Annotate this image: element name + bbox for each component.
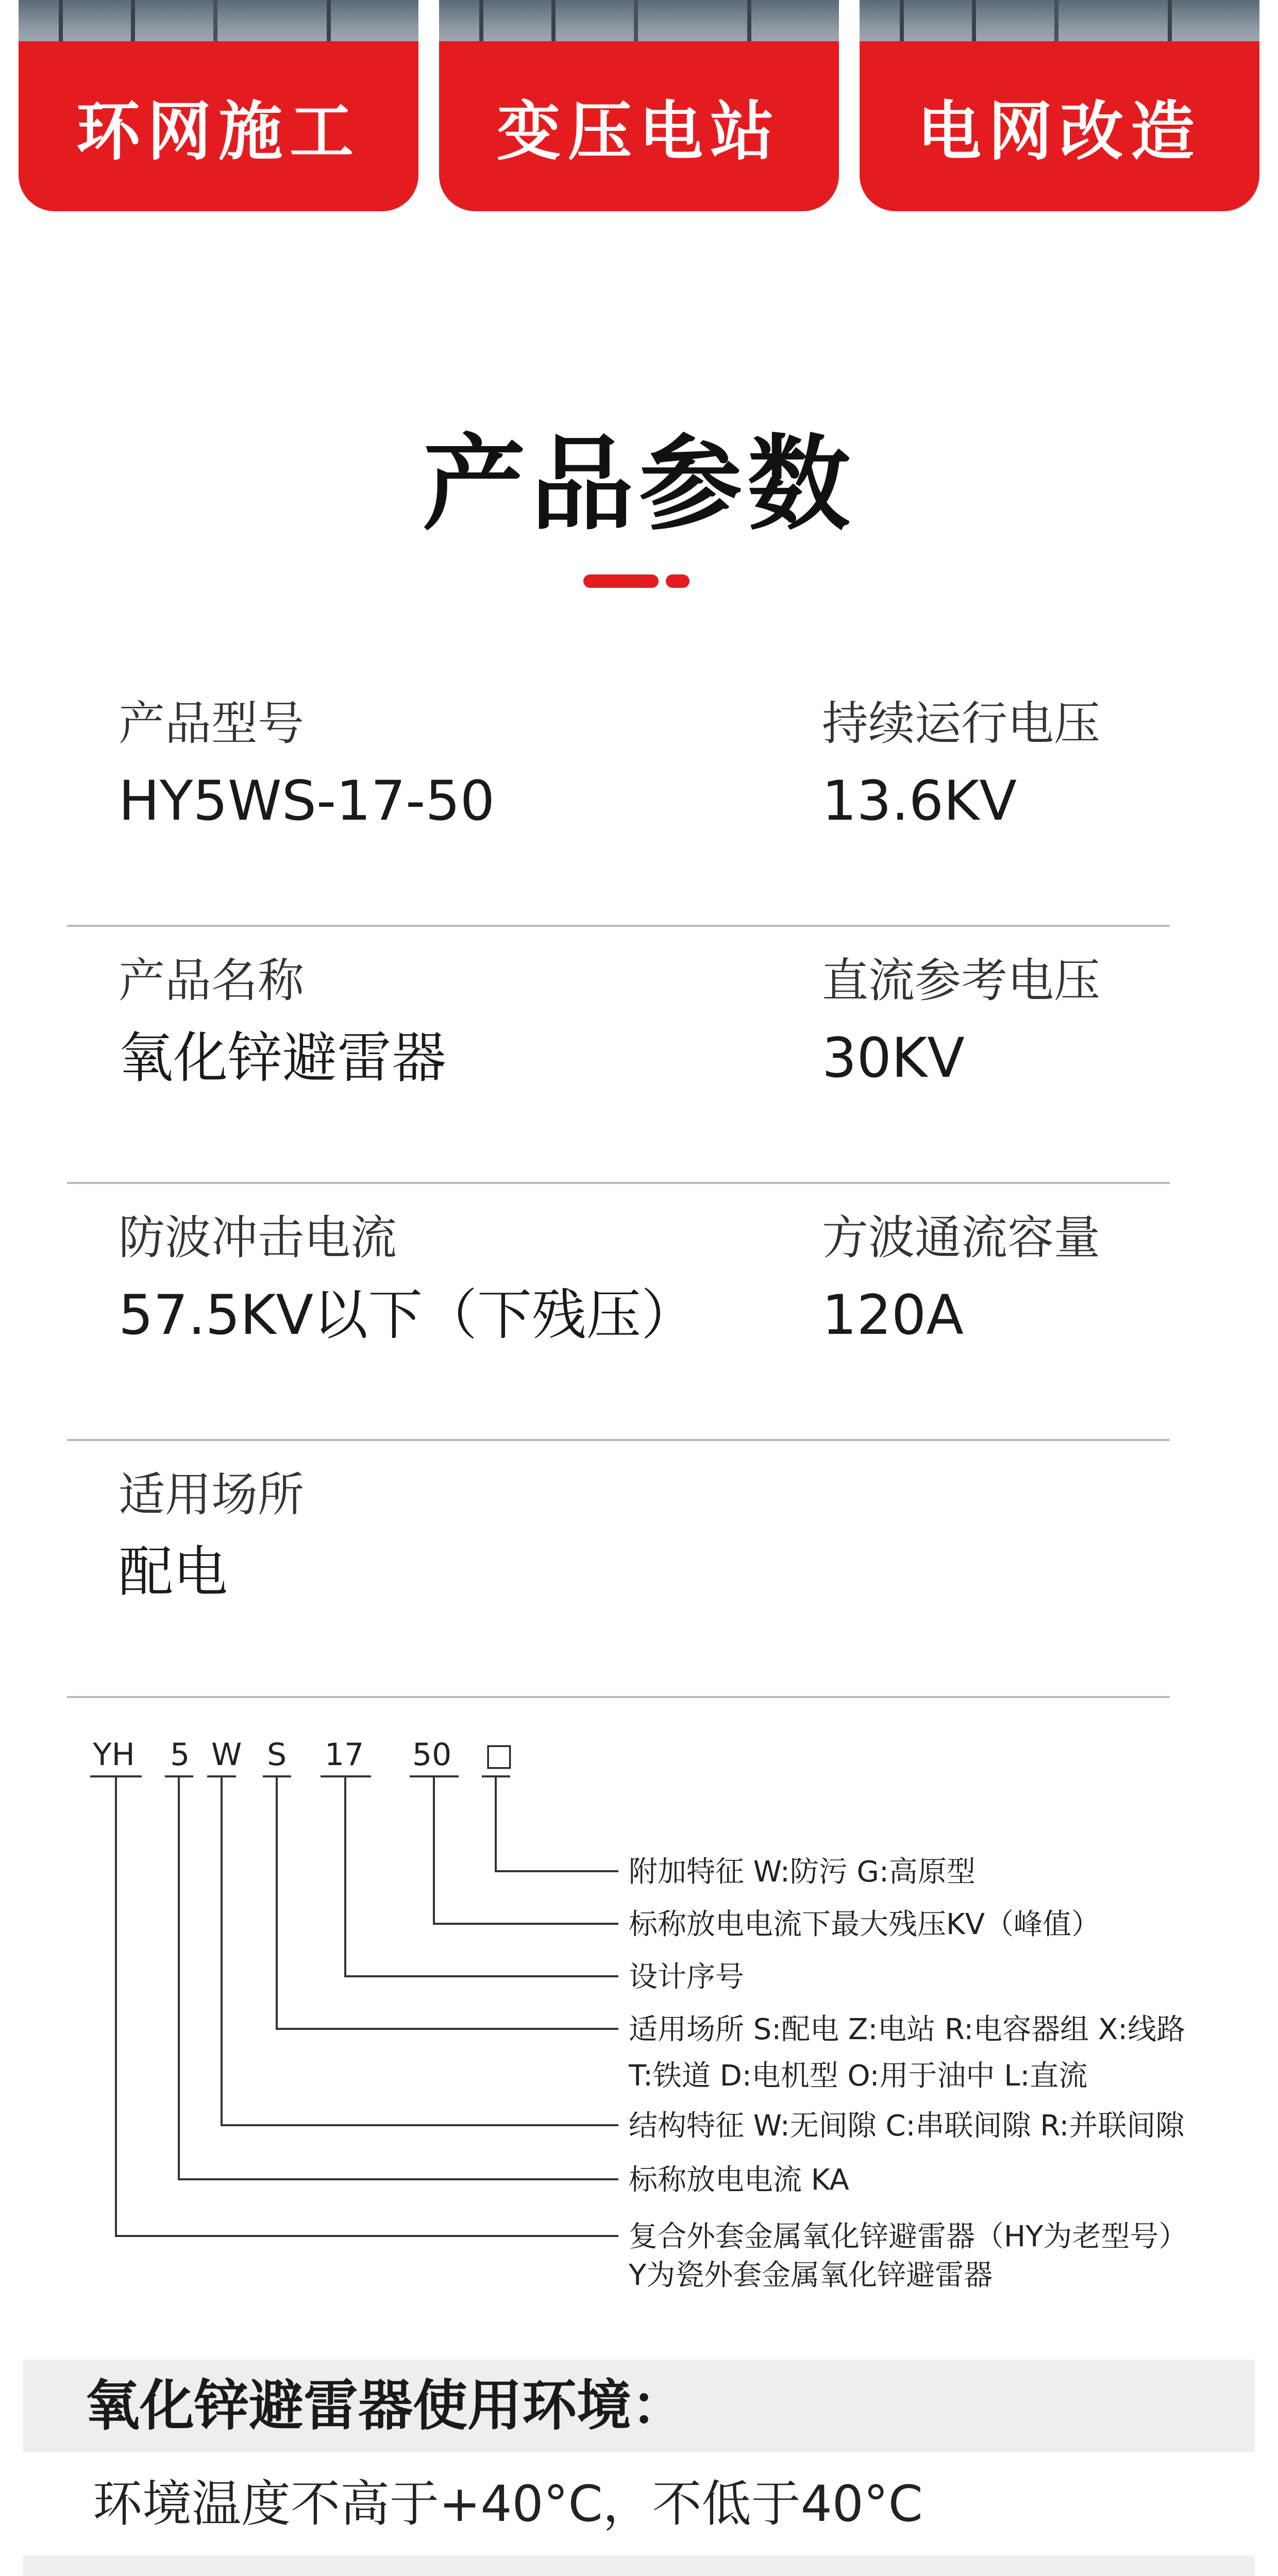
parameter-label: 产品名称 (119, 954, 304, 1008)
parameter-table (67, 670, 1170, 1698)
parameter-cell (822, 690, 1183, 840)
code-note: 附加特征 W:防污 G:高原型 (629, 1855, 976, 1889)
category-label-block (860, 41, 1259, 211)
title-underline-long (583, 574, 659, 588)
category-label-block (439, 41, 839, 211)
parameter-value: 120A (822, 1283, 964, 1347)
leader-lines (116, 1776, 618, 2236)
parameter-value: HY5WS-17-50 (119, 769, 495, 833)
parameter-cell (119, 690, 758, 840)
page-title: 产品参数 (422, 425, 855, 545)
title-underline-short (666, 574, 690, 588)
parameter-label: 适用场所 (119, 1468, 304, 1522)
code-note: 复合外套金属氧化锌避雷器（HY为老型号） (629, 2220, 1188, 2253)
code-part: W (211, 1737, 242, 1773)
parameter-cell (822, 1205, 1183, 1354)
parameter-label: 方波通流容量 (822, 1211, 1100, 1265)
category-label: 电网改造 (917, 95, 1202, 169)
model-code-svg (72, 1716, 1257, 2334)
code-part: 17 (325, 1737, 364, 1773)
code-part: YH (93, 1737, 135, 1773)
parameter-value: 配电 (119, 1540, 228, 1604)
code-note: 结构特征 W:无间隙 C:串联间隙 R:并联间隙 (629, 2109, 1185, 2143)
parameter-cell (822, 947, 1183, 1097)
code-note: 适用场所 S:配电 Z:电站 R:电容器组 X:线路 (629, 2013, 1186, 2046)
code-part: S (267, 1737, 287, 1773)
parameter-cell (119, 1205, 758, 1354)
parameter-row (67, 1184, 1170, 1441)
code-note: 标称放电电流 KA (629, 2163, 849, 2197)
environment-section (23, 2360, 1255, 2576)
category-label: 环网施工 (76, 95, 361, 169)
code-part: □ (484, 1737, 514, 1773)
parameter-value: 57.5KV以下（下残压） (119, 1283, 696, 1347)
code-note: Y为瓷外套金属氧化锌避雷器 (629, 2259, 993, 2292)
parameter-value: 13.6KV (822, 769, 1017, 833)
parameter-row (67, 927, 1170, 1184)
model-code-diagram (72, 1716, 1257, 2334)
category-label: 变压电站 (496, 95, 781, 169)
parameter-row (67, 670, 1170, 927)
code-note: 设计序号 (629, 1960, 744, 1994)
environment-title: 氧化锌避雷器使用环境： (23, 2360, 1255, 2452)
code-note: T:铁道 D:电机型 O:用于油中 L:直流 (629, 2059, 1088, 2093)
parameter-label: 产品型号 (119, 697, 304, 751)
parameter-value: 氧化锌避雷器 (119, 1026, 446, 1090)
environment-item (23, 2555, 1255, 2576)
category-card-grid-upgrade[interactable] (860, 0, 1259, 211)
parameter-label: 持续运行电压 (822, 697, 1100, 751)
code-part: 50 (412, 1737, 452, 1773)
parameter-value: 30KV (822, 1026, 965, 1090)
category-card-ring-network[interactable] (19, 0, 418, 211)
code-part: 5 (170, 1737, 190, 1773)
parameter-cell (119, 1462, 758, 1611)
parameter-label: 直流参考电压 (822, 954, 1100, 1008)
environment-item: 环境温度不高于+40°C，不低于40°C (93, 2475, 923, 2533)
category-card-substation[interactable] (439, 0, 839, 211)
code-note: 标称放电电流下最大残压KV（峰值） (629, 1908, 1101, 1941)
parameter-row (67, 1441, 1170, 1698)
parameter-label: 防波冲击电流 (119, 1211, 397, 1265)
parameter-cell (119, 947, 758, 1097)
category-label-block (19, 41, 418, 211)
category-cards (0, 0, 1278, 216)
